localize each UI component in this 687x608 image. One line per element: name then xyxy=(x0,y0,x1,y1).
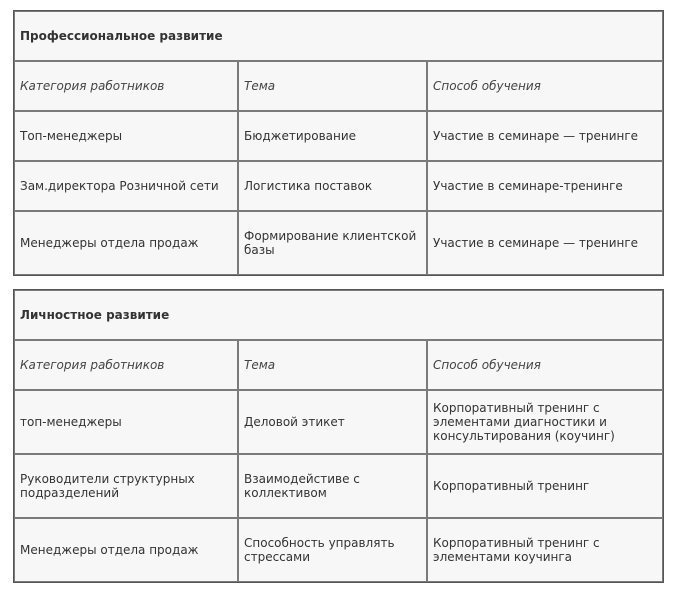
cell-topic: Формирование клиентской базы xyxy=(238,211,427,275)
column-header-method: Способ обучения xyxy=(427,340,663,390)
cell-method: Корпоративный тренинг с элементами диагностики и консультирования (коучинг) xyxy=(427,390,663,454)
cell-category: Руководители структурных подразделений xyxy=(14,454,238,518)
cell-method: Корпоративный тренинг с элементами коучинга xyxy=(427,518,663,582)
table-row xyxy=(14,161,663,211)
cell-category: топ-менеджеры xyxy=(14,390,238,454)
column-header-category: Категория работников xyxy=(14,340,238,390)
column-header-category: Категория работников xyxy=(14,61,238,111)
table-row xyxy=(14,211,663,275)
table-title-row xyxy=(14,290,663,340)
table-header-row xyxy=(14,61,663,111)
professional-development-table xyxy=(13,10,664,276)
cell-topic: Деловой этикет xyxy=(238,390,427,454)
table-row xyxy=(14,111,663,161)
cell-method: Корпоративный тренинг xyxy=(427,454,663,518)
cell-topic: Логистика поставок xyxy=(238,161,427,211)
table-title-row xyxy=(14,11,663,61)
table-title: Профессиональное развитие xyxy=(14,11,663,61)
cell-category: Менеджеры отдела продаж xyxy=(14,211,238,275)
cell-category: Зам.директора Розничной сети xyxy=(14,161,238,211)
cell-topic: Способность управлять стрессами xyxy=(238,518,427,582)
personal-development-table xyxy=(13,289,664,583)
table-title: Личностное развитие xyxy=(14,290,663,340)
cell-category: Менеджеры отдела продаж xyxy=(14,518,238,582)
column-header-topic: Тема xyxy=(238,61,427,111)
column-header-method: Способ обучения xyxy=(427,61,663,111)
table-row xyxy=(14,390,663,454)
cell-category: Топ-менеджеры xyxy=(14,111,238,161)
cell-topic: Бюджетирование xyxy=(238,111,427,161)
table-header-row xyxy=(14,340,663,390)
cell-method: Участие в семинаре-тренинге xyxy=(427,161,663,211)
table-row xyxy=(14,454,663,518)
table-row xyxy=(14,518,663,582)
cell-topic: Взаимодейстиве с коллективом xyxy=(238,454,427,518)
column-header-topic: Тема xyxy=(238,340,427,390)
cell-method: Участие в семинаре — тренинге xyxy=(427,111,663,161)
cell-method: Участие в семинаре — тренинге xyxy=(427,211,663,275)
